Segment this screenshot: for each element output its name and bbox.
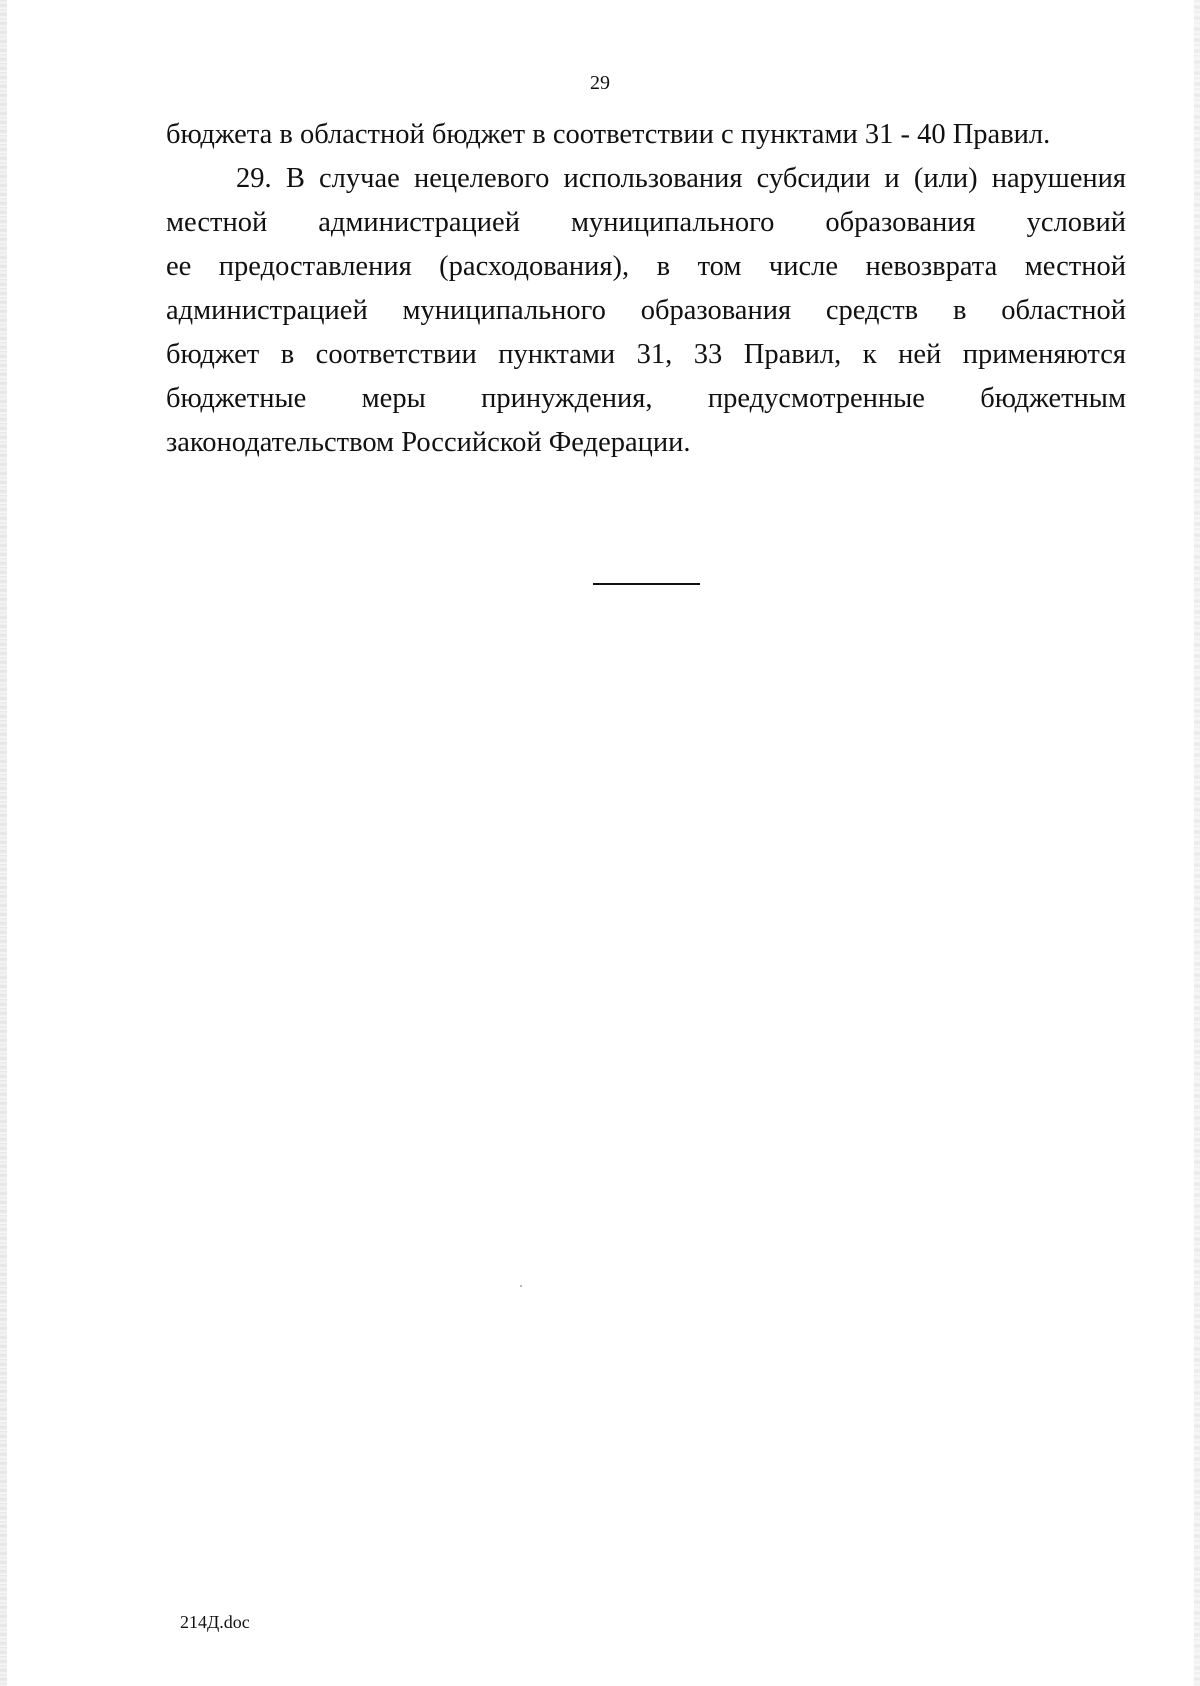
page-number: 29 [590,72,610,94]
scan-edge-right [1194,0,1200,1686]
paragraph-continuation: бюджета в областной бюджет в соответствии с пунктами 31 - 40 Правил. [166,119,1051,150]
scan-speck [520,1285,522,1287]
scan-edge-left [0,0,7,1686]
end-separator-line [593,583,700,585]
paragraph-29-line-1: 29. В случае нецелевого использования субсидии и (или) нарушения [236,163,1126,194]
document-body [166,113,1126,465]
paragraph-29-line-7: законодательством Российской Федерации. [166,427,691,458]
paragraph-29-line-3: ее предоставления (расходования), в том числе невозврата местной [166,251,1126,282]
paragraph-29-line-5: бюджет в соответствии пунктами 31, 33 Правил, к ней применяются [166,339,1126,370]
paragraph-29-line-2: местной администрацией муниципального образования условий [166,207,1126,238]
footer-filename: 214Д.doc [180,1612,250,1632]
paragraph-29-line-4: администрацией муниципального образования средств в областной [166,295,1126,326]
paragraph-29-line-6: бюджетные меры принуждения, предусмотренные бюджетным [166,383,1126,414]
